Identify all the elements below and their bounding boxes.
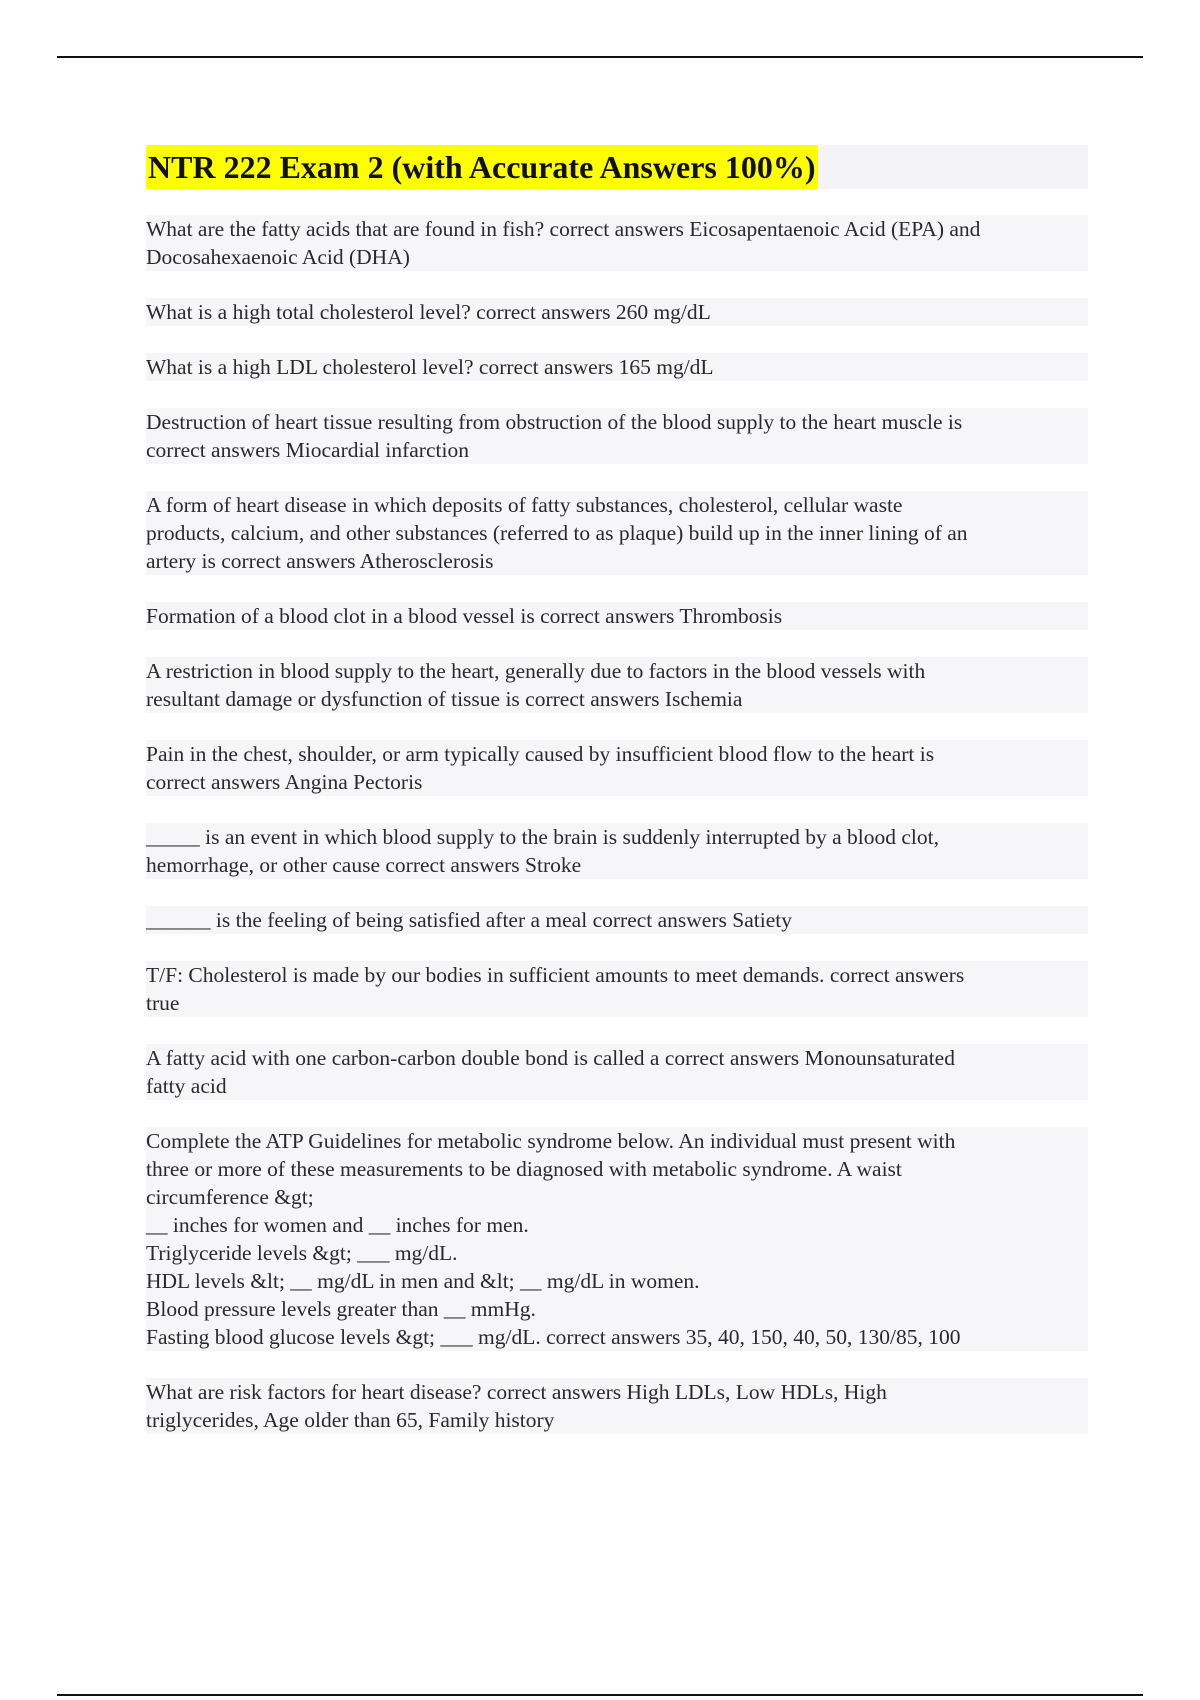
qa-line: Docosahexaenoic Acid (DHA) [146,245,410,269]
qa-line: correct answers Angina Pectoris [146,770,423,794]
top-rule [57,56,1143,58]
qa-line: Fasting blood glucose levels &gt; ___ mg/dL. correct answers 35, 40, 150, 40, 50, 130/85, 100 [146,1325,961,1349]
qa-item [146,602,1088,630]
qa-item [146,353,1088,381]
qa-line: correct answers Miocardial infarction [146,438,469,462]
qa-item [146,1127,1088,1351]
qa-line: hemorrhage, or other cause correct answers Stroke [146,853,582,877]
qa-item [146,740,1088,796]
qa-list [146,215,1088,1461]
qa-line: products, calcium, and other substances (referred to as plaque) build up in the inner lining of an [146,521,968,545]
qa-line: HDL levels &lt; __ mg/dL in men and &lt; __ mg/dL in women. [146,1269,700,1293]
qa-item [146,823,1088,879]
qa-line: circumference &gt; [146,1185,314,1209]
qa-item [146,491,1088,575]
qa-line: What is a high total cholesterol level? correct answers 260 mg/dL [146,300,711,324]
qa-line: Pain in the chest, shoulder, or arm typically caused by insufficient blood flow to the heart is [146,742,935,766]
qa-line: T/F: Cholesterol is made by our bodies in sufficient amounts to meet demands. correct answers [146,963,965,987]
document-body [146,145,1088,1461]
qa-line: __ inches for women and __ inches for men. [146,1213,529,1237]
qa-item [146,298,1088,326]
qa-line: fatty acid [146,1074,227,1098]
qa-line: ______ is the feeling of being satisfied after a meal correct answers Satiety [146,908,792,932]
qa-line: Complete the ATP Guidelines for metabolic syndrome below. An individual must present with [146,1129,956,1153]
qa-line: What is a high LDL cholesterol level? correct answers 165 mg/dL [146,355,714,379]
qa-line: Blood pressure levels greater than __ mmHg. [146,1297,536,1321]
qa-item [146,906,1088,934]
qa-line: Triglyceride levels &gt; ___ mg/dL. [146,1241,458,1265]
qa-line: A fatty acid with one carbon-carbon double bond is called a correct answers Monounsaturated [146,1046,955,1070]
qa-line: What are risk factors for heart disease? correct answers High LDLs, Low HDLs, High [146,1380,887,1404]
bottom-rule [57,1694,1143,1696]
qa-item [146,1378,1088,1434]
qa-line: triglycerides, Age older than 65, Family history [146,1408,555,1432]
document-title: NTR 222 Exam 2 (with Accurate Answers 100%) [146,145,818,189]
qa-line: What are the fatty acids that are found in fish? correct answers Eicosapentaenoic Acid (EPA) and [146,217,981,241]
qa-line: A form of heart disease in which deposits of fatty substances, cholesterol, cellular waste [146,493,903,517]
qa-item [146,1044,1088,1100]
qa-line: resultant damage or dysfunction of tissue is correct answers Ischemia [146,687,743,711]
qa-item [146,215,1088,271]
qa-line: true [146,991,180,1015]
qa-line: Destruction of heart tissue resulting from obstruction of the blood supply to the heart muscle is [146,410,963,434]
qa-item [146,961,1088,1017]
qa-line: three or more of these measurements to be diagnosed with metabolic syndrome. A waist [146,1157,902,1181]
qa-line: A restriction in blood supply to the heart, generally due to factors in the blood vessels with [146,659,926,683]
qa-line: Formation of a blood clot in a blood vessel is correct answers Thrombosis [146,604,783,628]
qa-line: _____ is an event in which blood supply to the brain is suddenly interrupted by a blood clot, [146,825,939,849]
qa-item [146,408,1088,464]
qa-item [146,657,1088,713]
qa-line: artery is correct answers Atherosclerosis [146,549,494,573]
title-bar [146,145,1088,189]
